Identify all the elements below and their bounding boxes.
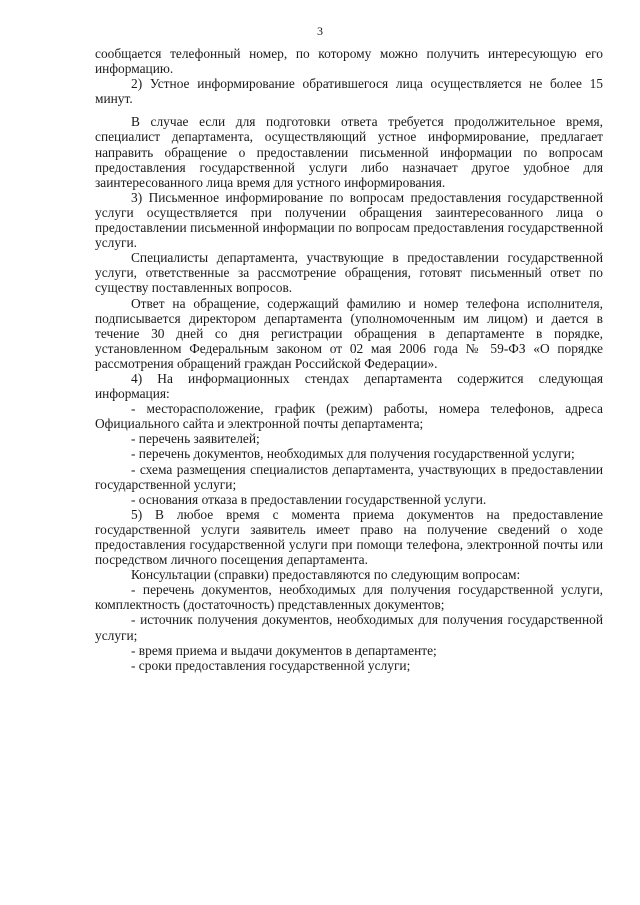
list-item: - перечень заявителей;	[131, 431, 260, 447]
page-number: 3	[317, 24, 323, 38]
paragraph: Консультации (справки) предоставляются по следующим вопросам:	[131, 567, 521, 583]
paragraph: сообщается телефонный номер, по которому можно получить интересующую его информацию.	[95, 46, 603, 77]
document-body	[95, 46, 603, 673]
paragraph: 2) Устное информирование обратившегося лица осуществляется не более 15 минут.	[95, 76, 603, 107]
paragraph: 4) На информационных стендах департамента содержится следующая информация:	[95, 370, 603, 402]
paragraph: 3) Письменное информирование по вопросам предоставления государственной услуги осуществляется при получении обращения заинтересованного лица о предоставлении письменной информации по вопросам предоставления государственной услуги.	[95, 189, 603, 251]
list-item: - перечень документов, необходимых для получения государственной услуги;	[131, 446, 575, 462]
list-item: - время приема и выдачи документов в департаменте;	[131, 642, 437, 658]
list-item: - схема размещения специалистов департамента, участвующих в предоставлении государственной услуги;	[95, 461, 603, 492]
paragraph: Специалисты департамента, участвующие в предоставлении государственной услуги, ответственные за рассмотрение обращения, готовят письменный ответ по существу поставленных вопросов.	[95, 250, 603, 296]
paragraph: 5) В любое время с момента приема документов на предоставление государственной услуги заявитель имеет право на получение сведений о ходе предоставления государственной услуги при помощи телефона, электронной почты или посредством личного посещения департамента.	[95, 506, 603, 568]
list-item: - источник получения документов, необходимых для получения государственной услуги;	[95, 612, 603, 643]
list-item: - основания отказа в предоставлении государственной услуги.	[131, 491, 487, 507]
paragraph: В случае если для подготовки ответа требуется продолжительное время, специалист департамента, осуществляющий устное информирование, предлагает направить обращение о предоставлении письменной информации по вопросам предоставления государственной услуги либо назначает другое удобное для заинтересованного лица время для устного информирования.	[95, 114, 603, 190]
list-item: - месторасположение, график (режим) работы, номера телефонов, адреса Официального сайта и электронной почты департамента;	[95, 401, 603, 432]
list-item: - сроки предоставления государственной услуги;	[131, 657, 411, 673]
paragraph: Ответ на обращение, содержащий фамилию и номер телефона исполнителя, подписывается директором департамента (уполномоченным им лицом) и дается в течение 30 дней со дня регистрации обращения в департаменте в порядке, установленном Федеральным законом от 02 мая 2006 года № 59-ФЗ «О порядке рассмотрения обращений граждан Российской Федерации».	[95, 295, 603, 371]
list-item: - перечень документов, необходимых для получения государственной услуги, комплектность (достаточность) представленных документов;	[95, 582, 603, 613]
